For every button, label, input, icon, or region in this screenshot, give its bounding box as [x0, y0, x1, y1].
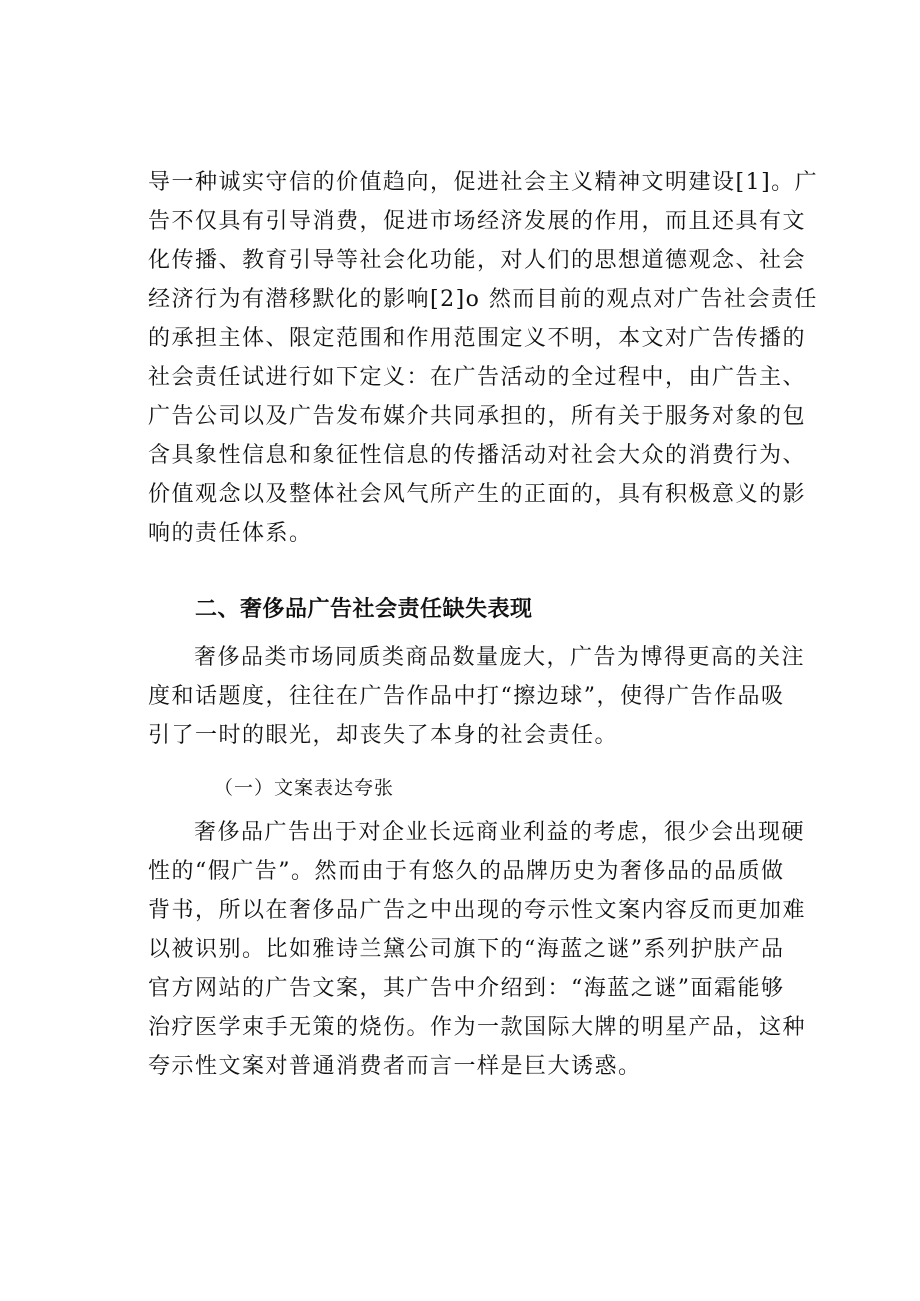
- text-line: 奢侈品广告出于对企业长远商业利益的考虑，很少会出现硬: [194, 820, 806, 845]
- paragraph-3: [148, 813, 808, 1086]
- text-line: 的承担主体、限定范围和作用范围定义不明，本文对广告传播的: [148, 326, 807, 351]
- text-line: 化传播、教育引导等社会化功能，对人们的思想道德观念、社会: [148, 248, 807, 273]
- text-line: 告不仅具有引导消费，促进市场经济发展的作用，而且还具有文: [148, 209, 807, 234]
- paragraph-2: [148, 638, 808, 755]
- text-line: 响的责任体系。: [148, 521, 313, 546]
- text-line: 官方网站的广告文案，其广告中介绍到：“海蓝之谜”面霜能够: [148, 976, 785, 1001]
- text-line: 含具象性信息和象征性信息的传播活动对社会大众的消费行为、: [148, 443, 807, 468]
- text-line: 夸示性文案对普通消费者而言一样是巨大诱惑。: [148, 1054, 642, 1079]
- paragraph-1: [148, 163, 819, 553]
- section-heading: 二、奢侈品广告社会责任缺失表现: [195, 597, 533, 622]
- text-line: 性的“假广告”。然而由于有悠久的品牌历史为奢侈品的品质做: [148, 859, 785, 884]
- subsection-heading: （一）文案表达夸张: [214, 777, 395, 799]
- text-line: 奢侈品类市场同质类商品数量庞大，广告为博得更高的关注: [194, 645, 806, 670]
- text-line: 以被识别。比如雅诗兰黛公司旗下的“海蓝之谜”系列护肤产品: [148, 937, 785, 962]
- text-line: 引了一时的眼光，却丧失了本身的社会责任。: [148, 723, 619, 748]
- text-line: 广告公司以及广告发布媒介共同承担的，所有关于服务对象的包: [148, 404, 807, 429]
- text-line: 度和话题度，往往在广告作品中打“擦边球”，使得广告作品吸: [148, 684, 785, 709]
- text-line: 价值观念以及整体社会风气所产生的正面的，具有积极意义的影: [148, 482, 807, 507]
- text-line: 导一种诚实守信的价值趋向，促进社会主义精神文明建设[1]。广: [148, 170, 819, 195]
- text-line: 治疗医学束手无策的烧伤。作为一款国际大牌的明星产品，这种: [148, 1015, 807, 1040]
- text-line: 经济行为有潜移默化的影响[2]o 然而目前的观点对广告社会责任: [148, 287, 818, 312]
- text-line: 社会责任试进行如下定义：在广告活动的全过程中，由广告主、: [148, 365, 807, 390]
- text-line: 背书，所以在奢侈品广告之中出现的夸示性文案内容反而更加难: [148, 898, 807, 923]
